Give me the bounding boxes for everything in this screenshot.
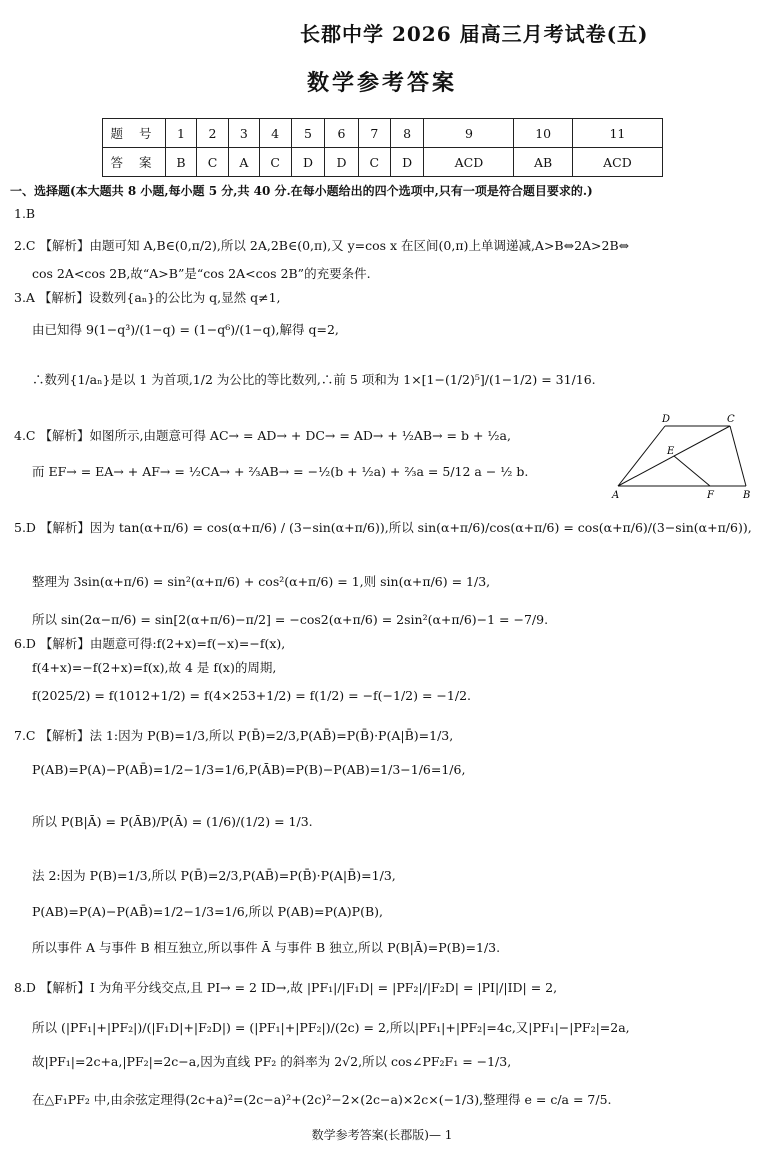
solution-line: 4.C 【解析】如图所示,由题意可得 AC→ = AD→ + DC→ = AD→ + ½AB→ = b + ½a, [14, 428, 511, 443]
answer-table [102, 118, 663, 177]
number-cell: 7 [358, 119, 390, 148]
answer-cell: ACD [424, 148, 514, 177]
solution-line: f(4+x)=−f(2+x)=f(x),故 4 是 f(x)的周期, [32, 660, 277, 675]
number-cell: 5 [291, 119, 325, 148]
figure-label-d: D [662, 414, 671, 425]
section-heading: 一、选择题(本大题共 8 小题,每小题 5 分,共 40 分.在每小题给出的四个选项中,只有一项是符合题目要求的.) [10, 184, 593, 198]
figure-label-e: E [667, 446, 675, 457]
number-cell: 4 [259, 119, 291, 148]
number-cell: 11 [572, 119, 662, 148]
solution-line: 故|PF₁|=2c+a,|PF₂|=2c−a,因为直线 PF₂ 的斜率为 2√2,所以 cos∠PF₂F₁ = −1/3, [32, 1054, 512, 1069]
answer-cell: D [390, 148, 424, 177]
solution-line: cos 2A<cos 2B,故“A>B”是“cos 2A<cos 2B”的充要条件. [32, 266, 371, 281]
solution-line: 7.C 【解析】法 1:因为 P(B)=1/3,所以 P(B̄)=2/3,P(AB̄)=P(B̄)·P(A|B̄)=1/3, [14, 728, 454, 743]
doc-title: 数学参考答案 [306, 70, 457, 96]
row-label-number: 题 号 [103, 119, 166, 148]
solution-line: 所以 P(B|Ā) = P(ĀB)/P(Ā) = (1/6)/(1/2) = 1/3. [32, 814, 313, 829]
figure-label-b: B [743, 490, 751, 501]
number-cell: 8 [390, 119, 424, 148]
trapezoid-figure [610, 412, 760, 502]
answer-cell: AB [514, 148, 572, 177]
solution-line: P(AB)=P(A)−P(AB̄)=1/2−1/3=1/6,P(ĀB)=P(B)−P(AB)=1/3−1/6=1/6, [32, 762, 466, 777]
solution-line: 所以 (|PF₁|+|PF₂|)/(|F₁D|+|F₂D|) = (|PF₁|+|PF₂|)/(2c) = 2,所以|PF₁|+|PF₂|=4c,又|PF₁|−|PF₂|=2a, [32, 1020, 630, 1035]
figure-label-f: F [707, 490, 714, 501]
number-cell: 6 [325, 119, 359, 148]
answer-table-answer-row [103, 148, 663, 177]
solution-line: 1.B [14, 206, 36, 221]
solution-line: 5.D 【解析】因为 tan(α+π/6) = cos(α+π/6) / (3−sin(α+π/6)),所以 sin(α+π/6)/cos(α+π/6) = cos(α+π/6)/(3−sin(α+π/6)), [14, 520, 752, 535]
number-cell: 9 [424, 119, 514, 148]
number-cell: 2 [196, 119, 228, 148]
solution-line: P(AB)=P(A)−P(AB̄)=1/2−1/3=1/6,所以 P(AB)=P(A)P(B), [32, 904, 383, 919]
solution-line: 所以事件 A 与事件 B 相互独立,所以事件 Ā 与事件 B 独立,所以 P(B|Ā)=P(B)=1/3. [32, 940, 501, 955]
answer-cell: C [196, 148, 228, 177]
number-cell: 3 [229, 119, 259, 148]
school-title: 长郡中学 2026 届高三月考试卷(五) [300, 22, 649, 46]
answer-cell: B [166, 148, 197, 177]
answer-cell: A [229, 148, 259, 177]
page-footer: 数学参考答案(长郡版)— 1 [311, 1128, 453, 1142]
solution-line: 在△F₁PF₂ 中,由余弦定理得(2c+a)²=(2c−a)²+(2c)²−2×(2c−a)×2c×(−1/3),整理得 e = c/a = 7/5. [32, 1092, 612, 1107]
solution-line: 所以 sin(2α−π/6) = sin[2(α+π/6)−π/2] = −cos2(α+π/6) = 2sin²(α+π/6)−1 = −7/9. [32, 612, 549, 627]
row-label-answer: 答 案 [103, 148, 166, 177]
solution-line: ∴数列{1/aₙ}是以 1 为首项,1/2 为公比的等比数列,∴前 5 项和为 1×[1−(1/2)⁵]/(1−1/2) = 31/16. [32, 372, 596, 387]
solution-line: 法 2:因为 P(B)=1/3,所以 P(B̄)=2/3,P(AB̄)=P(B̄)·P(A|B̄)=1/3, [32, 868, 396, 883]
solution-line: 3.A 【解析】设数列{aₙ}的公比为 q,显然 q≠1, [14, 290, 281, 305]
answer-cell: C [259, 148, 291, 177]
figure-label-c: C [727, 414, 735, 425]
number-cell: 10 [514, 119, 572, 148]
solution-line: 整理为 3sin(α+π/6) = sin²(α+π/6) + cos²(α+π/6) = 1,则 sin(α+π/6) = 1/3, [32, 574, 491, 589]
solution-line: f(2025/2) = f(1012+1/2) = f(4×253+1/2) = f(1/2) = −f(−1/2) = −1/2. [32, 688, 472, 703]
figure-label-a: A [612, 490, 620, 501]
solution-line: 8.D 【解析】I 为角平分线交点,且 PI→ = 2 ID→,故 |PF₁|/|F₁D| = |PF₂|/|F₂D| = |PI|/|ID| = 2, [14, 980, 558, 995]
solution-line: 而 EF→ = EA→ + AF→ = ½CA→ + ⅔AB→ = −½(b + ½a) + ⅔a = 5/12 a − ½ b. [32, 464, 529, 479]
answer-table-number-row [103, 119, 663, 148]
solution-line: 2.C 【解析】由题可知 A,B∈(0,π/2),所以 2A,2B∈(0,π),又 y=cos x 在区间(0,π)上单调递减,A>B⇔2A>2B⇔ [14, 238, 630, 253]
answer-cell: ACD [572, 148, 662, 177]
answer-cell: D [325, 148, 359, 177]
answer-cell: D [291, 148, 325, 177]
solution-line: 6.D 【解析】由题意可得:f(2+x)=f(−x)=−f(x), [14, 636, 286, 651]
number-cell: 1 [166, 119, 197, 148]
answer-cell: C [358, 148, 390, 177]
solution-line: 由已知得 9(1−q³)/(1−q) = (1−q⁶)/(1−q),解得 q=2, [32, 322, 339, 337]
